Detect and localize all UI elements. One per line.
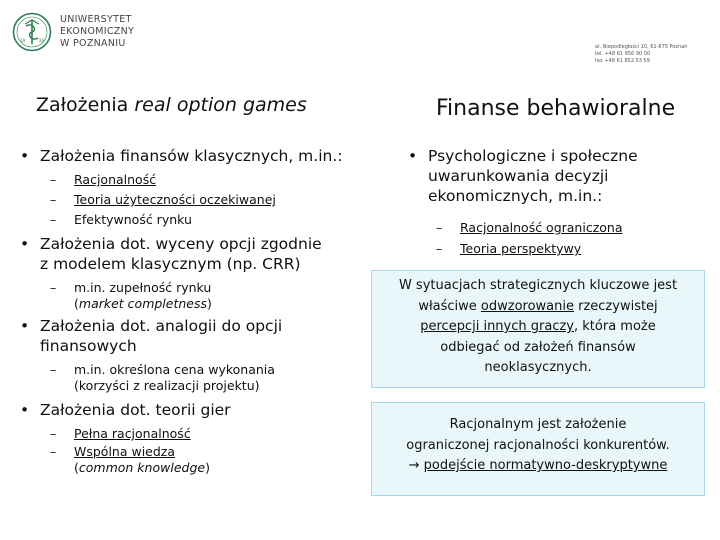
left-sub-2-1-line1: m.in. zupełność rynku xyxy=(74,280,212,295)
dash-marker: – xyxy=(436,220,443,235)
dash-marker: – xyxy=(50,444,57,459)
left-bullet-1 xyxy=(20,146,343,166)
box2-line2: ograniczonej racjonalności konkurentów. xyxy=(406,437,670,453)
right-bullet-1-line2: uwarunkowania decyzji xyxy=(428,167,609,185)
box1-line2-post: rzeczywistej xyxy=(573,298,658,314)
left-sub-1-1-text: Racjonalność xyxy=(74,172,157,187)
right-bullet-1-line3: ekonomicznych, m.in.: xyxy=(428,187,603,205)
box1-line4: odbiegać od założeń finansów xyxy=(440,339,636,355)
left-sub-3-1-line2: (korzyści z realizacji projektu) xyxy=(74,378,260,393)
box2-line3-underlined: podejście normatywno-deskryptywne xyxy=(423,458,668,473)
right-sub-1-1 xyxy=(436,220,623,236)
left-sub-1-1 xyxy=(50,172,157,188)
rationality-box xyxy=(371,402,705,496)
left-title-italic: real option games xyxy=(134,94,307,116)
right-title: Finanse behawioralne xyxy=(436,96,676,121)
left-sub-1-3 xyxy=(50,212,192,228)
left-bullet-3-line2: finansowych xyxy=(40,337,137,355)
strategic-situations-box xyxy=(371,270,705,388)
left-title xyxy=(36,94,307,116)
left-bullet-3 xyxy=(20,316,283,356)
left-bullet-1-text: Założenia finansów klasycznych, m.in.: xyxy=(40,147,343,165)
svg-text:26: 26 xyxy=(39,38,45,43)
left-bullet-4-text: Założenia dot. teorii gier xyxy=(40,401,231,419)
box2-line3 xyxy=(372,456,704,477)
box2-line1: Racjonalnym jest założenie xyxy=(449,417,627,432)
common-knowledge-text: common knowledge xyxy=(78,460,206,475)
bullet-dot: • xyxy=(20,147,30,165)
dash-marker: – xyxy=(50,192,57,207)
bullet-dot: • xyxy=(20,235,30,253)
left-title-normal: Założenia xyxy=(36,94,135,116)
dash-marker: – xyxy=(50,280,57,295)
address-line2: tel. +48 61 856 90 00 xyxy=(595,51,651,57)
box1-line3 xyxy=(372,317,704,338)
address-line3: fax +48 61 852 53 59 xyxy=(595,58,650,64)
left-sub-4-2-line2 xyxy=(74,460,210,476)
uni-name-line3: W POZNANIU xyxy=(60,38,126,49)
left-sub-1-2 xyxy=(50,192,276,208)
university-name xyxy=(60,14,134,50)
right-bullet-1-line1: Psychologiczne i społeczne xyxy=(428,147,638,165)
bullet-dot: • xyxy=(408,147,418,165)
left-sub-4-2-line1: Wspólna wiedza xyxy=(74,444,176,459)
paren-open: ( xyxy=(74,460,79,475)
box1-line1: W sytuacjach strategicznych kluczowe jest xyxy=(398,278,678,293)
left-sub-4-1-text: Pełna racjonalność xyxy=(74,426,191,441)
paren-open: ( xyxy=(74,296,79,311)
left-bullet-3-line1: Założenia dot. analogii do opcji xyxy=(40,317,283,335)
market-completeness-text: market completness xyxy=(78,296,208,311)
left-sub-3-1 xyxy=(50,362,275,394)
left-sub-4-2 xyxy=(50,444,210,476)
dash-marker: – xyxy=(50,212,57,227)
svg-text:19: 19 xyxy=(20,38,26,43)
left-sub-4-1 xyxy=(50,426,191,442)
right-sub-1-2-text: Teoria perspektywy xyxy=(460,241,582,256)
right-sub-1-1-text: Racjonalność ograniczona xyxy=(460,220,623,235)
address-line1: al. Niepodległości 10, 61-875 Poznań xyxy=(595,44,688,50)
box1-line2 xyxy=(372,297,704,318)
arrow-right-icon: → xyxy=(408,458,424,473)
left-bullet-4 xyxy=(20,400,231,420)
left-bullet-2 xyxy=(20,234,322,274)
uni-name-line1: UNIWERSYTET xyxy=(60,14,132,25)
box1-line5: neoklasycznych. xyxy=(484,360,592,375)
bullet-dot: • xyxy=(20,317,30,335)
left-sub-3-1-line1: m.in. określona cena wykonania xyxy=(74,362,275,377)
paren-close: ) xyxy=(205,460,210,475)
left-bullet-2-line2: z modelem klasycznym (np. CRR) xyxy=(40,255,301,273)
paren-close: ) xyxy=(207,296,212,311)
box1-line2-pre: właściwe xyxy=(418,298,481,314)
dash-marker: – xyxy=(50,362,57,377)
dash-marker: – xyxy=(436,241,443,256)
dash-marker: – xyxy=(50,172,57,187)
uni-name-line2: EKONOMICZNY xyxy=(60,26,135,37)
box1-line3-underlined: percepcji innych graczy xyxy=(420,319,574,334)
box1-line3-post: , która może xyxy=(574,319,656,334)
right-bullet-1 xyxy=(408,146,638,206)
box1-line2-underlined: odwzorowanie xyxy=(480,298,574,314)
left-sub-2-1-line2 xyxy=(74,296,212,312)
left-sub-1-3-text: Efektywność rynku xyxy=(74,212,192,227)
left-sub-2-1 xyxy=(50,280,212,312)
left-bullet-2-line1: Założenia dot. wyceny opcji zgodnie xyxy=(40,235,322,253)
university-logo xyxy=(12,12,52,52)
dash-marker: – xyxy=(50,426,57,441)
address-block xyxy=(595,44,687,65)
right-sub-1-2 xyxy=(436,241,582,257)
bullet-dot: • xyxy=(20,401,30,419)
left-sub-1-2-text: Teoria użyteczności oczekiwanej xyxy=(74,192,276,207)
